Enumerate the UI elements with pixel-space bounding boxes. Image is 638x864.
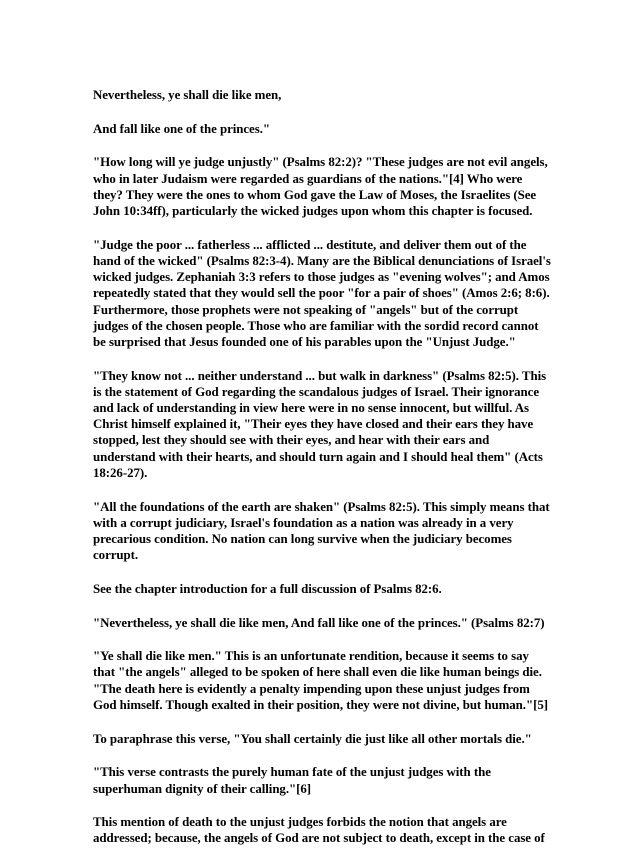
paragraph xyxy=(93,731,548,747)
text-line: Nevertheless, ye shall die like men, xyxy=(93,88,282,102)
text-line: "How long will ye judge unjustly" (Psalms 82:2)? "These judges are not evil angels, xyxy=(93,155,548,170)
paragraph xyxy=(93,615,548,631)
text-line: judges of the chosen people. Those who are familiar with the sordid record cannot xyxy=(93,318,539,333)
text-line: Christ himself explained it, "Their eyes they have closed and their ears they have xyxy=(93,417,534,432)
text-line: with a corrupt judiciary, Israel's foundation as a nation was already in a very xyxy=(93,515,514,530)
text-line: "Ye shall die like men." This is an unfortunate rendition, because it seems to say xyxy=(93,649,529,664)
text-line: "Nevertheless, ye shall die like men, And fall like one of the princes." (Psalms 82:7) xyxy=(93,615,545,630)
text-line: be surprised that Jesus founded one of his parables upon the "Unjust Judge." xyxy=(93,334,516,349)
paragraph xyxy=(93,368,548,481)
paragraph xyxy=(93,499,548,564)
text-line: 18:26-27). xyxy=(93,465,148,480)
text-line: See the chapter introduction for a full discussion of Psalms 82:6. xyxy=(93,581,442,596)
text-line: that "the angels" alleged to be spoken of here shall even die like human beings die. xyxy=(93,665,542,680)
text-line: wicked judges. Zephaniah 3:3 refers to those judges as "evening wolves"; and Amos xyxy=(93,270,550,285)
text-line: superhuman dignity of their calling."[6] xyxy=(93,781,311,796)
paragraph xyxy=(93,237,551,350)
paragraph xyxy=(93,87,548,103)
text-line: precarious condition. No nation can long survive when the judiciary becomes xyxy=(93,531,512,546)
text-line: "They know not ... neither understand ... but walk in darkness" (Psalms 82:5). This xyxy=(93,368,547,383)
paragraph xyxy=(93,154,548,219)
text-line: stopped, lest they should see with their eyes, and hear with their ears and xyxy=(93,433,490,448)
document-body xyxy=(93,87,551,864)
text-line: "The death here is evidently a penalty impending upon these unjust judges from xyxy=(93,681,530,696)
text-line: God himself. Though exalted in their position, they were not divine, but human."[5] xyxy=(93,697,548,712)
text-line: they? They were the ones to whom God gave the Law of Moses, the Israelites (See xyxy=(93,187,537,202)
text-line: Furthermore, those prophets were not speaking of "angels" but of the corrupt xyxy=(93,302,519,317)
text-line: who in later Judaism were regarded as guardians of the nations."[4] Who were xyxy=(93,171,523,186)
paragraph xyxy=(93,648,548,713)
text-line: "Judge the poor ... fatherless ... afflicted ... destitute, and deliver them out of the xyxy=(93,237,527,252)
text-line: hand of the wicked" (Psalms 82:3-4). Many are the Biblical denunciations of Israel's xyxy=(93,253,551,268)
paragraph xyxy=(93,121,548,137)
text-line: addressed; because, the angels of God are not subject to death, except in the case of xyxy=(93,831,545,846)
text-line: repeatedly stated that they would sell the poor "for a pair of shoes" (Amos 2:6; 8:6). xyxy=(93,286,550,301)
text-line: John 10:34ff), particularly the wicked judges upon whom this chapter is focused. xyxy=(93,204,533,219)
paragraph xyxy=(93,764,548,796)
text-line: "This verse contrasts the purely human fate of the unjust judges with the xyxy=(93,765,491,780)
text-line: corrupt. xyxy=(93,548,139,563)
text-line: and lack of understanding in view here were in no sense innocent, but willful. As xyxy=(93,401,529,416)
text-line: To paraphrase this verse, "You shall certainly die just like all other mortals die." xyxy=(93,731,532,746)
text-line: "All the foundations of the earth are shaken" (Psalms 82:5). This simply means that xyxy=(93,499,550,514)
text-line: And fall like one of the princes." xyxy=(93,121,270,136)
paragraph xyxy=(93,814,548,846)
paragraph xyxy=(93,581,548,597)
text-line: This mention of death to the unjust judges forbids the notion that angels are xyxy=(93,815,507,830)
text-line: understand with their hearts, and should turn again and I should heal them" (Acts xyxy=(93,449,543,464)
text-line: is the statement of God regarding the scandalous judges of Israel. Their ignorance xyxy=(93,384,539,399)
